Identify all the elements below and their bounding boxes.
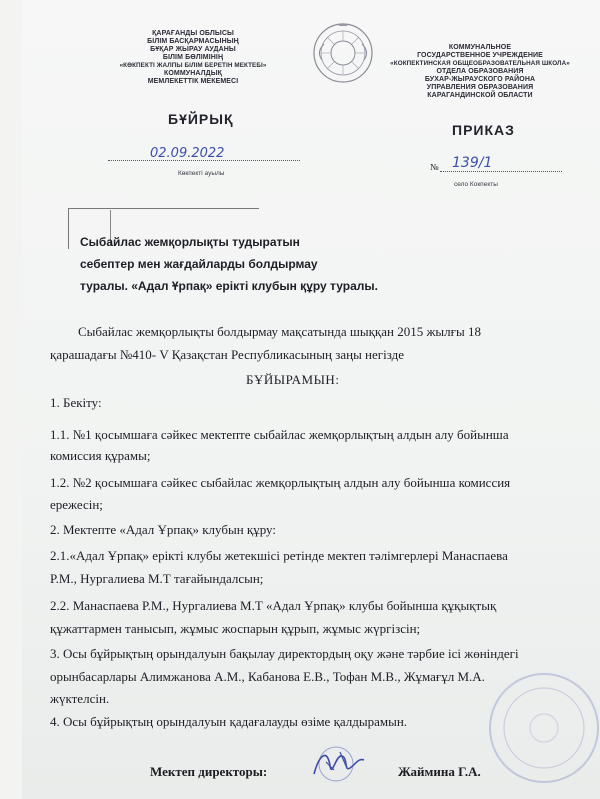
- item-line: 1.2. №2 қосымшаға сәйкес сыбайлас жемқорлықтың алдын алу бойынша комиссия: [50, 475, 511, 490]
- item-line: 2.1.«Адал Ұрпақ» ерікті клубы жетекшісі ретінде мектеп тәлімгерлері Манаспаева: [50, 548, 508, 563]
- place-ru: село Кокпекты: [454, 181, 498, 188]
- header-right: [380, 44, 580, 100]
- item-line: комиссия құрамы;: [50, 448, 151, 463]
- item-line: 1.1. №1 қосымшаға сәйкес мектепте сыбайлас жемқорлықтың алдын алу бойынша: [50, 427, 509, 442]
- director-signature-icon: [306, 744, 368, 784]
- header-right-line: КАРАГАНДИНСКОЙ ОБЛАСТИ: [427, 92, 533, 99]
- header-left-line: ҚАРАҒАНДЫ ОБЛЫСЫ: [152, 30, 234, 37]
- order-subject: [80, 231, 378, 297]
- item-line: Р.М., Нургалиева М.Т тағайындалсын;: [50, 571, 264, 586]
- state-emblem-icon: [312, 22, 374, 84]
- header-right-line: ОТДЕЛА ОБРАЗОВАНИЯ: [436, 68, 524, 75]
- item-line: жүктелсін.: [50, 691, 110, 706]
- item-line: ережесін;: [50, 497, 103, 512]
- date-handwritten: 02.09.2022: [150, 146, 225, 161]
- header-left-line: «КӨКПЕКТІ ЖАЛПЫ БІЛІМ БЕРЕТІН МЕКТЕБІ»: [119, 62, 267, 69]
- title-kz: БҰЙРЫҚ: [168, 111, 234, 127]
- subject-line: Сыбайлас жемқорлықты тудыратын: [80, 235, 300, 249]
- place-kz: Көкпекті ауылы: [178, 170, 225, 177]
- item-line: 3. Осы бұйрықтың орындалуын бақылау директордың оқу және тәрбие ісі жөніндегі: [50, 646, 519, 661]
- order-word: БҰЙЫРАМЫН:: [246, 372, 340, 387]
- date-underline: [108, 160, 300, 161]
- header-left-line: БІЛІМ БӨЛІМІНІҢ: [162, 54, 224, 61]
- header-right-line: УПРАВЛЕНИЯ ОБРАЗОВАНИЯ: [426, 84, 534, 91]
- order-number-handwritten: 139/1: [452, 155, 493, 171]
- header-left-line: МЕМЛЕКЕТТІК МЕКЕМЕСІ: [147, 78, 239, 85]
- item-line: 2. Мектепте «Адал Ұрпақ» клубын құру:: [50, 522, 276, 537]
- number-underline: [440, 171, 562, 172]
- header-left: [108, 30, 278, 86]
- item-line: орынбасарлары Алимжанова А.М., Кабанова Е.В., Тофан М.В., Жұмағұл М.А.: [50, 669, 485, 684]
- signature-name: Жаймина Г.А.: [398, 764, 481, 779]
- header-right-line: БУХАР-ЖЫРАУСКОГО РАЙОНА: [424, 76, 536, 83]
- preamble-line: қарашадағы №410- V Қазақстан Республикасының заңы негізде: [50, 347, 405, 362]
- subject-line: себептер мен жағдайларды болдырмау: [80, 257, 318, 271]
- school-stamp-icon: [488, 672, 600, 784]
- number-prefix: №: [430, 162, 439, 172]
- header-left-line: КОММУНАЛДЫҚ: [163, 70, 223, 77]
- item-line: 4. Осы бұйрықтың орындалуын қадағалауды өзіме қалдырамын.: [50, 714, 408, 729]
- preamble-line: Сыбайлас жемқорлықты болдырмау мақсатында шыққан 2015 жылғы 18: [78, 324, 481, 339]
- page-edge-strip: [0, 0, 23, 799]
- header-right-line: КОММУНАЛЬНОЕ: [448, 44, 512, 51]
- subject-line: туралы. «Адал Ұрпақ» ерікті клубын құру туралы.: [80, 279, 378, 293]
- item-line: 1. Бекіту:: [50, 395, 102, 410]
- item-line: 2.2. Манаспаева Р.М., Нургалиева М.Т «Адал Ұрпақ» клубы бойынша құқықтық: [50, 598, 497, 613]
- item-line: құжаттармен танысып, жұмыс жоспарын құрып, жұмыс жүргізсін;: [50, 621, 421, 636]
- header-left-line: БҰҚАР ЖЫРАУ АУДАНЫ: [150, 46, 236, 53]
- signature-role: Мектеп директоры:: [150, 764, 268, 779]
- header-right-line: ГОСУДАРСТВЕННОЕ УЧРЕЖДЕНИЕ: [417, 52, 543, 59]
- header-left-line: БІЛІМ БАСҚАРМАСЫНЫҢ: [147, 38, 239, 45]
- header-right-line: «КОКПЕКТИНСКАЯ ОБЩЕОБРАЗОВАТЕЛЬНАЯ ШКОЛА»: [390, 60, 570, 67]
- title-ru: ПРИКАЗ: [452, 122, 515, 138]
